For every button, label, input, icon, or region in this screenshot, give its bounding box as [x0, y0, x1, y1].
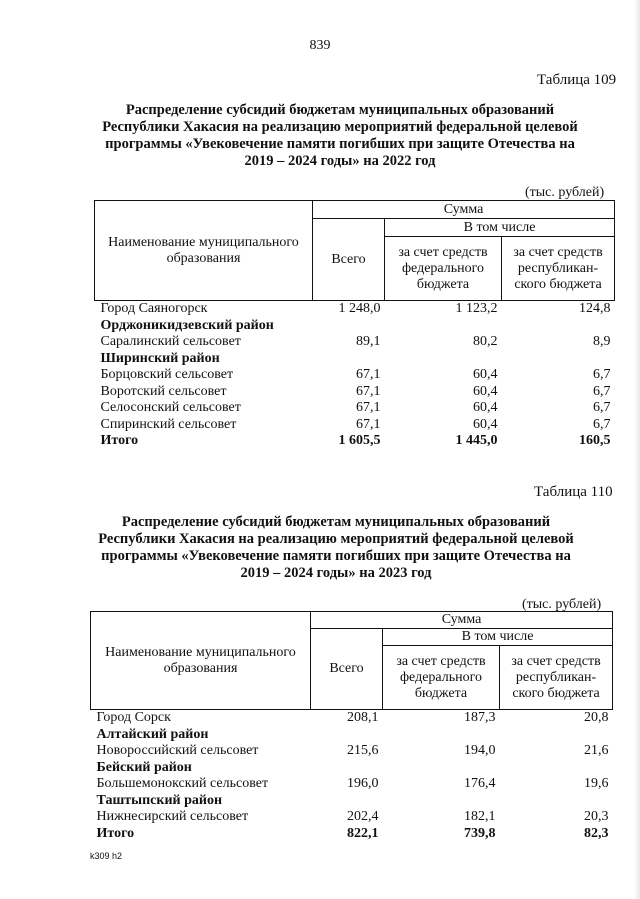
table-row: [91, 809, 613, 826]
table-110-body: [91, 710, 613, 843]
municipality-name: Большемонокский сельсовет: [96, 776, 269, 791]
federal-cell: 60,4: [473, 416, 498, 432]
republican-cell: 20,8: [584, 710, 609, 725]
header-sum: Сумма: [311, 612, 613, 629]
district-name: Ширинский район: [100, 350, 220, 366]
republican-cell: 82,3: [584, 825, 609, 841]
federal-cell: 187,3: [464, 710, 496, 725]
municipality-name: Город Саяногорск: [100, 301, 208, 316]
municipality-name: Саралинский сельсовет: [100, 334, 241, 349]
republican-cell: 124,8: [579, 301, 611, 316]
title-line: программы «Увековечение памяти погибших при защите Отечества на: [105, 136, 575, 152]
table-row: [95, 417, 615, 434]
district-heading-row: [95, 318, 615, 335]
republican-cell: 19,6: [584, 776, 609, 791]
title-line: Республики Хакасия на реализацию мероприятий федеральной целевой: [102, 119, 578, 135]
total-cell: 67,1: [356, 383, 381, 399]
district-name: Бейский район: [96, 759, 192, 775]
title-line: 2019 – 2024 годы» на 2023 год: [240, 565, 432, 581]
municipality-name: Воротский сельсовет: [100, 383, 227, 399]
scan-edge: [634, 0, 640, 899]
title-line: Распределение субсидий бюджетам муниципальных образований: [121, 514, 551, 530]
header-federal: за счет средств федерального бюджета: [385, 237, 502, 301]
table-109: [94, 200, 615, 450]
federal-cell: 1 123,2: [455, 301, 498, 316]
municipality-name: Город Сорск: [96, 710, 171, 725]
table-109-units: (тыс. рублей): [525, 185, 605, 200]
total-cell: 67,1: [356, 400, 381, 415]
republican-cell: 8,9: [593, 334, 611, 349]
header-including: В том числе: [383, 629, 613, 646]
table-row: [95, 400, 615, 417]
federal-cell: 1 445,0: [455, 433, 498, 448]
district-name: Таштыпский район: [96, 792, 223, 808]
republican-cell: 6,7: [593, 367, 611, 382]
federal-cell: 60,4: [473, 400, 498, 415]
header-name: Наименование муниципального образования: [95, 201, 313, 301]
federal-cell: 739,8: [464, 825, 496, 841]
total-cell: 67,1: [356, 416, 381, 432]
total-cell: 822,1: [347, 825, 379, 841]
title-line: Республики Хакасия на реализацию мероприятий федеральной целевой: [98, 531, 574, 547]
table-row: [91, 776, 613, 793]
municipality-name: Борцовский сельсовет: [100, 367, 234, 382]
table-row: [95, 334, 615, 351]
total-cell: 1 605,5: [338, 433, 381, 448]
page-number: 839: [309, 38, 331, 53]
district-heading-row: [91, 793, 613, 810]
table-row: [91, 743, 613, 760]
table-110-units: (тыс. рублей): [522, 597, 602, 612]
municipality-name: Итого: [96, 825, 135, 841]
header-total: Всего: [311, 629, 383, 710]
federal-cell: 60,4: [473, 383, 498, 399]
table-110-label: Таблица 110: [534, 484, 613, 500]
federal-cell: 182,1: [464, 809, 496, 824]
header-republican: за счет средств республикан-ского бюджета: [500, 646, 613, 710]
total-cell: 67,1: [356, 367, 381, 382]
republican-cell: 20,3: [584, 809, 609, 824]
republican-cell: 6,7: [593, 400, 611, 415]
municipality-name: Селосонский сельсовет: [100, 400, 241, 415]
total-cell: 1 248,0: [338, 301, 381, 316]
header-including: В том числе: [385, 219, 615, 237]
table-110-title: [66, 514, 606, 582]
federal-cell: 194,0: [464, 743, 496, 758]
total-cell: 215,6: [347, 743, 379, 758]
table-row: [95, 367, 615, 384]
header-total: Всего: [313, 219, 385, 301]
header-sum: Сумма: [313, 201, 615, 219]
district-heading-row: [91, 760, 613, 777]
republican-cell: 160,5: [579, 433, 611, 448]
table-109-body: [95, 301, 615, 450]
district-name: Орджоникидзевский район: [100, 317, 274, 333]
municipality-name: Итого: [100, 433, 139, 448]
title-line: 2019 – 2024 годы» на 2022 год: [244, 153, 436, 169]
table-row: [91, 710, 613, 727]
header-name: Наименование муниципального образования: [91, 612, 311, 710]
table-row: [95, 301, 615, 318]
municipality-name: Спиринский сельсовет: [100, 416, 237, 432]
table-110: [90, 611, 613, 842]
municipality-name: Новороссийский сельсовет: [96, 743, 259, 758]
district-heading-row: [95, 351, 615, 368]
republican-cell: 21,6: [584, 743, 609, 758]
republican-cell: 6,7: [593, 416, 611, 432]
table-row: [95, 384, 615, 401]
header-federal: за счет средств федерального бюджета: [383, 646, 500, 710]
title-line: программы «Увековечение памяти погибших при защите Отечества на: [101, 548, 571, 564]
municipality-name: Нижнесирский сельсовет: [96, 809, 249, 824]
district-heading-row: [91, 727, 613, 744]
federal-cell: 80,2: [473, 334, 498, 349]
header-republican: за счет средств республикан-ского бюджета: [502, 237, 615, 301]
total-row: [95, 433, 615, 450]
district-name: Алтайский район: [96, 726, 209, 742]
total-cell: 89,1: [356, 334, 381, 349]
table-109-label: Таблица 109: [537, 72, 617, 88]
table-109-title: [70, 102, 610, 170]
total-row: [91, 826, 613, 843]
total-cell: 208,1: [347, 710, 379, 725]
total-cell: 202,4: [347, 809, 379, 824]
title-line: Распределение субсидий бюджетам муниципальных образований: [125, 102, 555, 118]
federal-cell: 176,4: [464, 776, 496, 791]
republican-cell: 6,7: [593, 383, 611, 399]
total-cell: 196,0: [347, 776, 379, 791]
footer-code: k309 h2: [90, 851, 123, 861]
federal-cell: 60,4: [473, 367, 498, 382]
